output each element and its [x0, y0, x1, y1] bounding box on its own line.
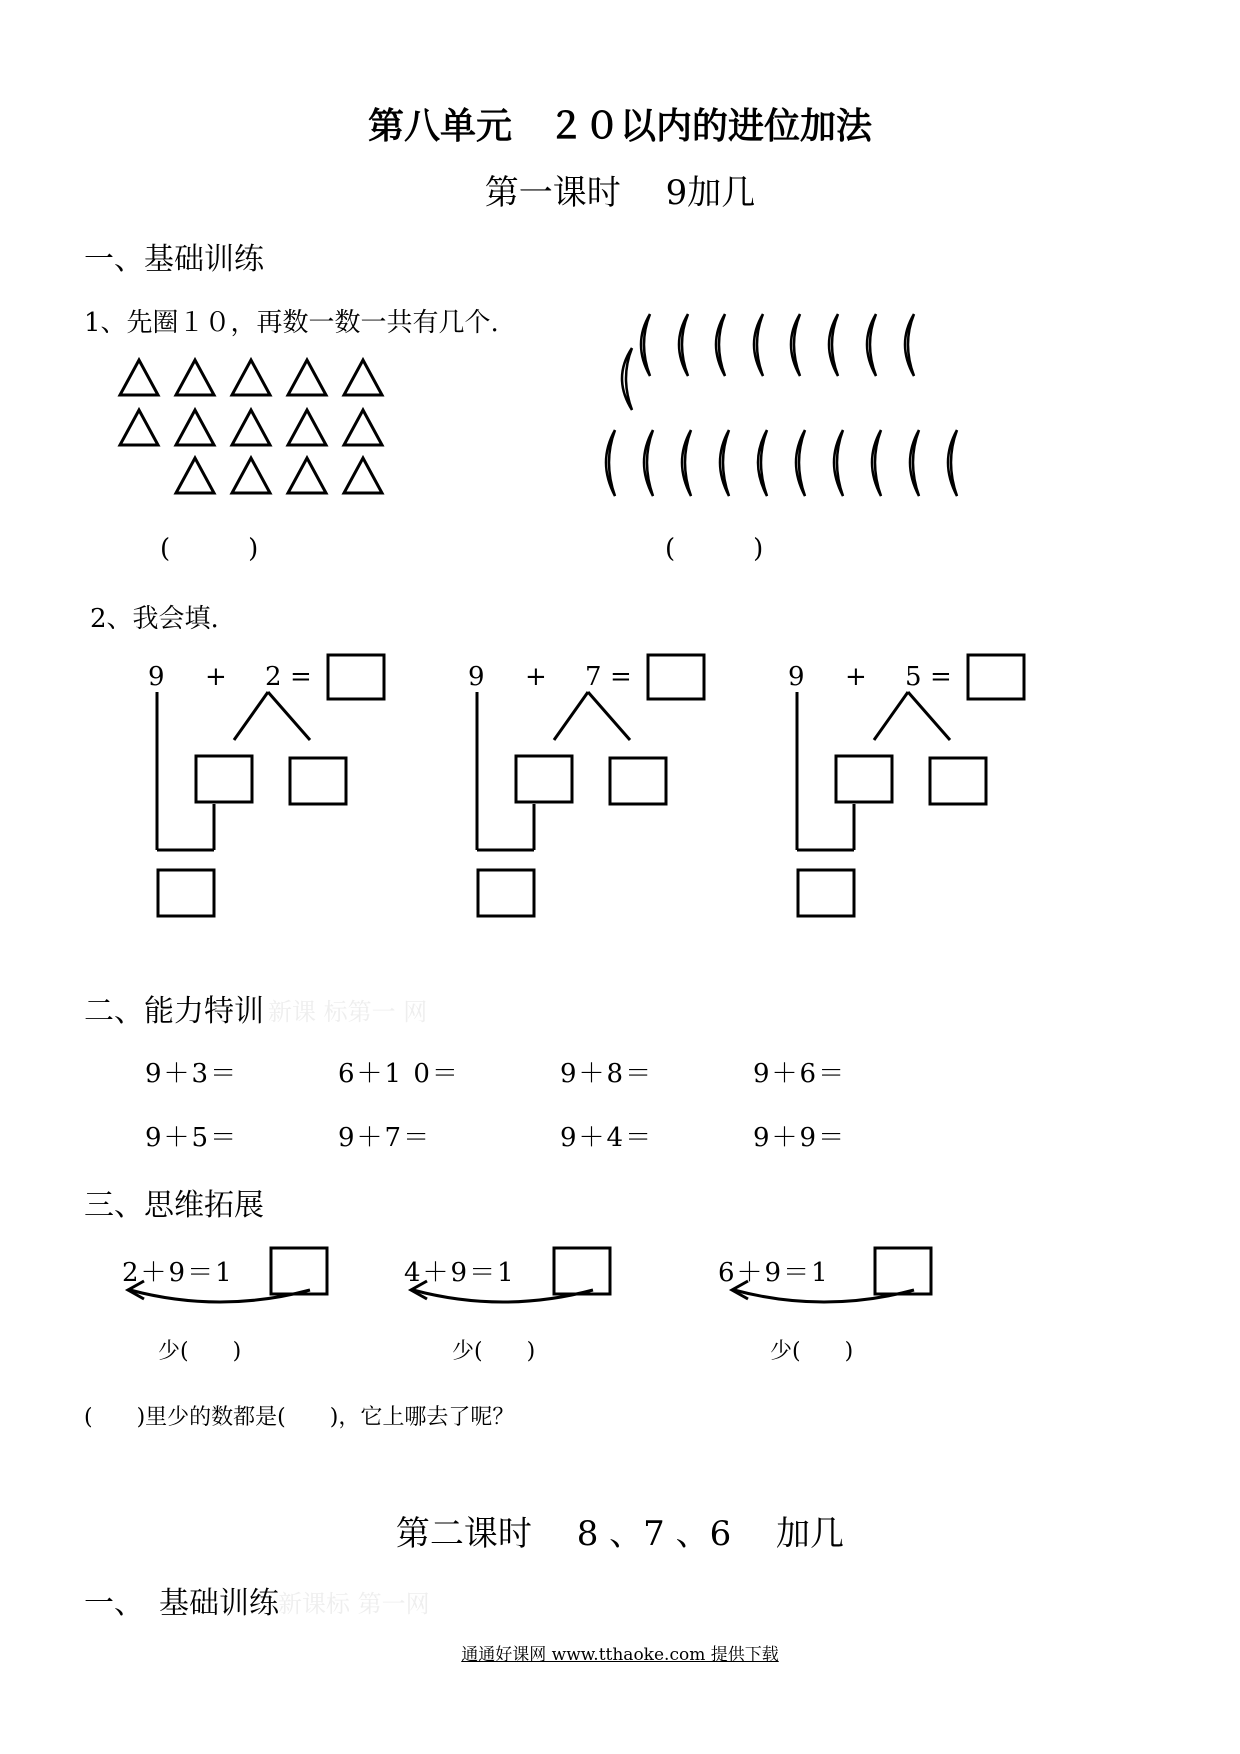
moon-icon: [716, 314, 725, 376]
s2-eq-r2c1: 9＋5＝: [145, 1123, 239, 1153]
q2-a-3: 9: [788, 662, 805, 692]
moon-icon: [791, 314, 800, 376]
triangle-icon: [232, 458, 270, 493]
q2-split-box-2b: [610, 758, 666, 804]
moon-icon: [606, 430, 615, 496]
q2-result-box-2: [648, 655, 704, 699]
s2-eq-r1c1: 9＋3＝: [145, 1059, 239, 1089]
s2-eq-r2c2: 9＋7＝: [338, 1123, 432, 1153]
unit-title: 第八单元 ２０以内的进位加法: [367, 106, 872, 147]
q2-op-2: +: [525, 662, 547, 692]
q2-sum-box-1: [158, 870, 214, 916]
section3-question: ( )里少的数都是( )，它上哪去了呢？: [84, 1405, 515, 1430]
triangle-icon: [288, 410, 326, 445]
s3-arrow-3: [734, 1290, 914, 1302]
s2-eq-r2c3: 9＋4＝: [560, 1123, 654, 1153]
moon-group: [606, 314, 957, 496]
q2-split-box-3b: [930, 758, 986, 804]
triangle-icon: [120, 360, 158, 395]
s3-answer-box-3: [875, 1248, 931, 1294]
moon-icon: [758, 430, 767, 496]
s3-expr-1: 2＋9＝1: [122, 1258, 234, 1288]
q2-eq-3: =: [930, 662, 952, 692]
q2-op-3: +: [845, 662, 867, 692]
section2-watermark: 新课 标第一 网: [268, 998, 428, 1026]
s2-eq-r2c4: 9＋9＝: [753, 1123, 847, 1153]
moon-icon: [872, 430, 881, 496]
lesson2-section1-heading: 一、 基础训练: [84, 1586, 279, 1621]
q2-result-box-3: [968, 655, 1024, 699]
moon-icon: [641, 314, 650, 376]
s3-arrow-2: [413, 1290, 593, 1302]
s3-arrow-1: [130, 1290, 310, 1302]
triangle-icon: [288, 360, 326, 395]
section1-heading: 一、基础训练: [84, 242, 264, 277]
q2-eq-2: =: [610, 662, 632, 692]
s3-answer-box-1: [271, 1248, 327, 1294]
footer-link[interactable]: 通通好课网 www.tthaoke.com 提供下载: [461, 1645, 779, 1665]
triangle-icon: [344, 458, 382, 493]
moon-icon: [829, 314, 838, 376]
triangle-icon: [232, 410, 270, 445]
triangle-icon: [176, 410, 214, 445]
q2-sum-box-3: [798, 870, 854, 916]
moon-icon: [754, 314, 763, 376]
q2-split-box-2a: [516, 756, 572, 802]
s3-expr-2: 4＋9＝1: [404, 1258, 516, 1288]
triangle-icon: [344, 360, 382, 395]
s2-eq-r1c4: 9＋6＝: [753, 1059, 847, 1089]
q2-split-box-1b: [290, 758, 346, 804]
lesson2-title: 第二课时 8 、7 、6 加几: [395, 1514, 845, 1554]
moon-icon: [679, 314, 688, 376]
q2-result-box-1: [328, 655, 384, 699]
moon-icon: [682, 430, 691, 496]
q2-split-box-3a: [836, 756, 892, 802]
moon-icon: [948, 430, 957, 496]
triangle-icon: [176, 360, 214, 395]
moon-icon: [622, 348, 632, 410]
q2-diagrams: [157, 655, 1024, 916]
q2-sum-box-2: [478, 870, 534, 916]
triangle-icon: [344, 410, 382, 445]
q1-answer-left: ( ): [160, 534, 259, 564]
triangle-icon: [232, 360, 270, 395]
s3-expr-3: 6＋9＝1: [718, 1258, 830, 1288]
q2-split-box-1a: [196, 756, 252, 802]
q2-a-1: 9: [148, 662, 165, 692]
moon-icon: [910, 430, 919, 496]
s3-less-3: 少( ): [770, 1339, 854, 1364]
moon-icon: [905, 314, 914, 376]
q2-op-1: +: [205, 662, 227, 692]
triangle-icon: [176, 458, 214, 493]
moon-icon: [720, 430, 729, 496]
triangle-icon: [288, 458, 326, 493]
moon-icon: [867, 314, 876, 376]
q1-answer-right: ( ): [665, 534, 764, 564]
triangle-group: [120, 360, 382, 493]
q2-text: 2、我会填.: [90, 604, 219, 634]
lesson2-watermark: 新课标 第一网: [278, 1590, 430, 1618]
s2-eq-r1c3: 9＋8＝: [560, 1059, 654, 1089]
s2-eq-r1c2: 6＋1 0＝: [338, 1059, 460, 1089]
section3-heading: 三、思维拓展: [84, 1188, 264, 1223]
s3-answer-box-2: [554, 1248, 610, 1294]
q2-b-1: 2: [265, 662, 282, 692]
moon-icon: [834, 430, 843, 496]
triangle-icon: [120, 410, 158, 445]
q2-b-2: 7: [585, 662, 602, 692]
q1-text: 1、先圈１０，再数一数一共有几个.: [84, 308, 499, 338]
s3-less-2: 少( ): [452, 1339, 536, 1364]
moon-icon: [644, 430, 653, 496]
lesson1-title: 第一课时 9加几: [484, 173, 756, 213]
s3-less-1: 少( ): [158, 1339, 242, 1364]
moon-icon: [796, 430, 805, 496]
section2-heading: 二、能力特训: [84, 994, 264, 1029]
q2-eq-1: =: [290, 662, 312, 692]
q2-a-2: 9: [468, 662, 485, 692]
q2-b-3: 5: [905, 662, 922, 692]
